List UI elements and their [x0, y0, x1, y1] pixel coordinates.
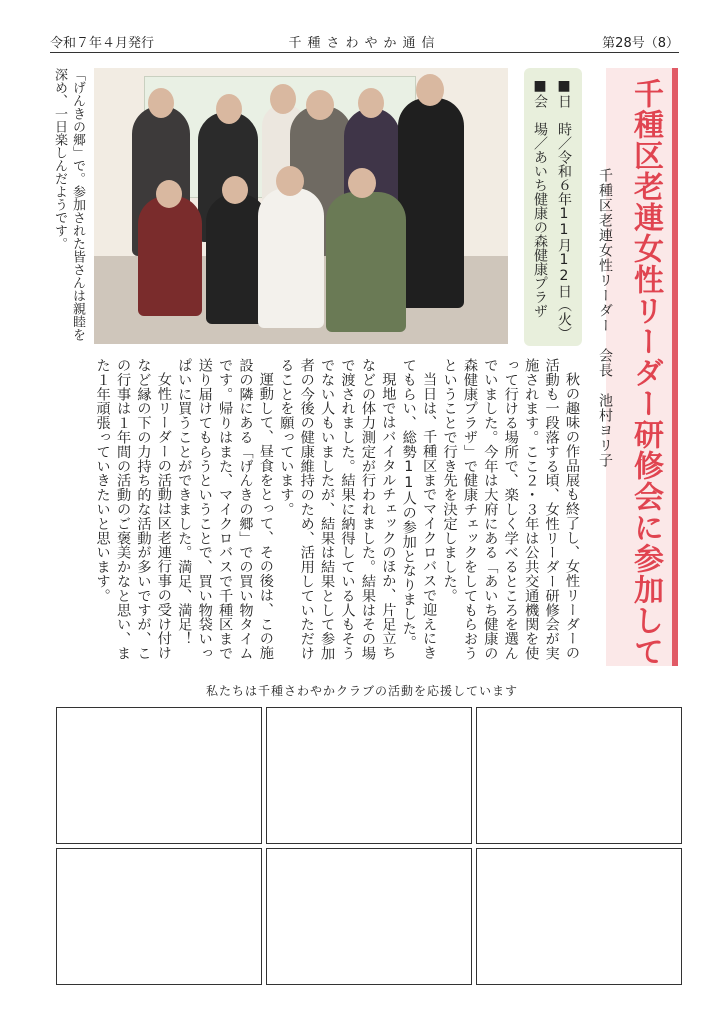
sponsor-ad-slot [266, 848, 472, 985]
page-header [50, 30, 679, 53]
article-paragraph: 運動して、昼食をとって、その後は、この施設の隣にある「げんきの郷」での買い物タイムです。帰りはまた、マイクロバスで千種区まで送り届けてもらうということで、買い物袋いっぱいに買うことができました。満足、満足！ [176, 358, 274, 661]
issue-number: 第28号（8） [602, 36, 679, 51]
sponsor-ad-slot [266, 707, 472, 844]
sponsor-ad-slot [56, 707, 262, 844]
event-venue: ■会 場／あいち健康の森健康プラザ [532, 78, 548, 318]
article-body [54, 358, 582, 666]
newsletter-name: 千種さわやか通信 [288, 36, 441, 51]
event-date: ■日 時／令和６年11月12日（火） [556, 78, 572, 340]
photo-caption: 「げんきの郷」で。参加された皆さんは親睦を深め、一日楽しんだようです。 [52, 68, 85, 341]
article-paragraph: 女性リーダーの活動は区老連行事の受け付けなど縁の下の力持ち的な活動が多いですが、この行事は１年間の活動のご褒美かなと思い、また１年頑張っていきたいと思います。 [94, 358, 172, 661]
sponsor-ad-slot [476, 707, 682, 844]
sponsor-ad-slot [56, 848, 262, 985]
sponsor-grid [56, 707, 683, 987]
article-title: 千種区老連女性リーダー研修会に参加して [628, 78, 663, 667]
sponsor-ad-slot [476, 848, 682, 985]
group-photo [94, 68, 508, 344]
issue-date: 令和７年４月発行 [50, 36, 155, 51]
article-paragraph: 現地ではバイタルチェックのほか、片足立ちなどの体力測定が行われました。結果はその場で渡されました。結果に納得している人もそうでない人もいましたが、結果は結果として参加者の今後の健康維持のため、活用していただけることを願っています。 [278, 358, 397, 661]
article-paragraph: 秋の趣味の作品展も終了し、女性リーダーの活動も一段落する頃、女性リーダー研修会が実施されます。ここ２・３年は公共交通機関を使って行ける場所で、楽しく学べるところを選んでいました。今年は大府にある「あいち健康の森健康プラザ」で健康チェックをしてもらおうということで行き先を決定しました。 [441, 358, 580, 661]
article-author: 千種区老連女性リーダー 会長 池村ヨリ子 [597, 168, 613, 468]
support-banner: 私たちは千種さわやかクラブの活動を応援しています [205, 684, 518, 698]
event-info [528, 78, 576, 346]
article-paragraph: 当日は、千種区までマイクロバスで迎えにきてもらい、総勢11人の参加となりました。 [400, 358, 438, 661]
